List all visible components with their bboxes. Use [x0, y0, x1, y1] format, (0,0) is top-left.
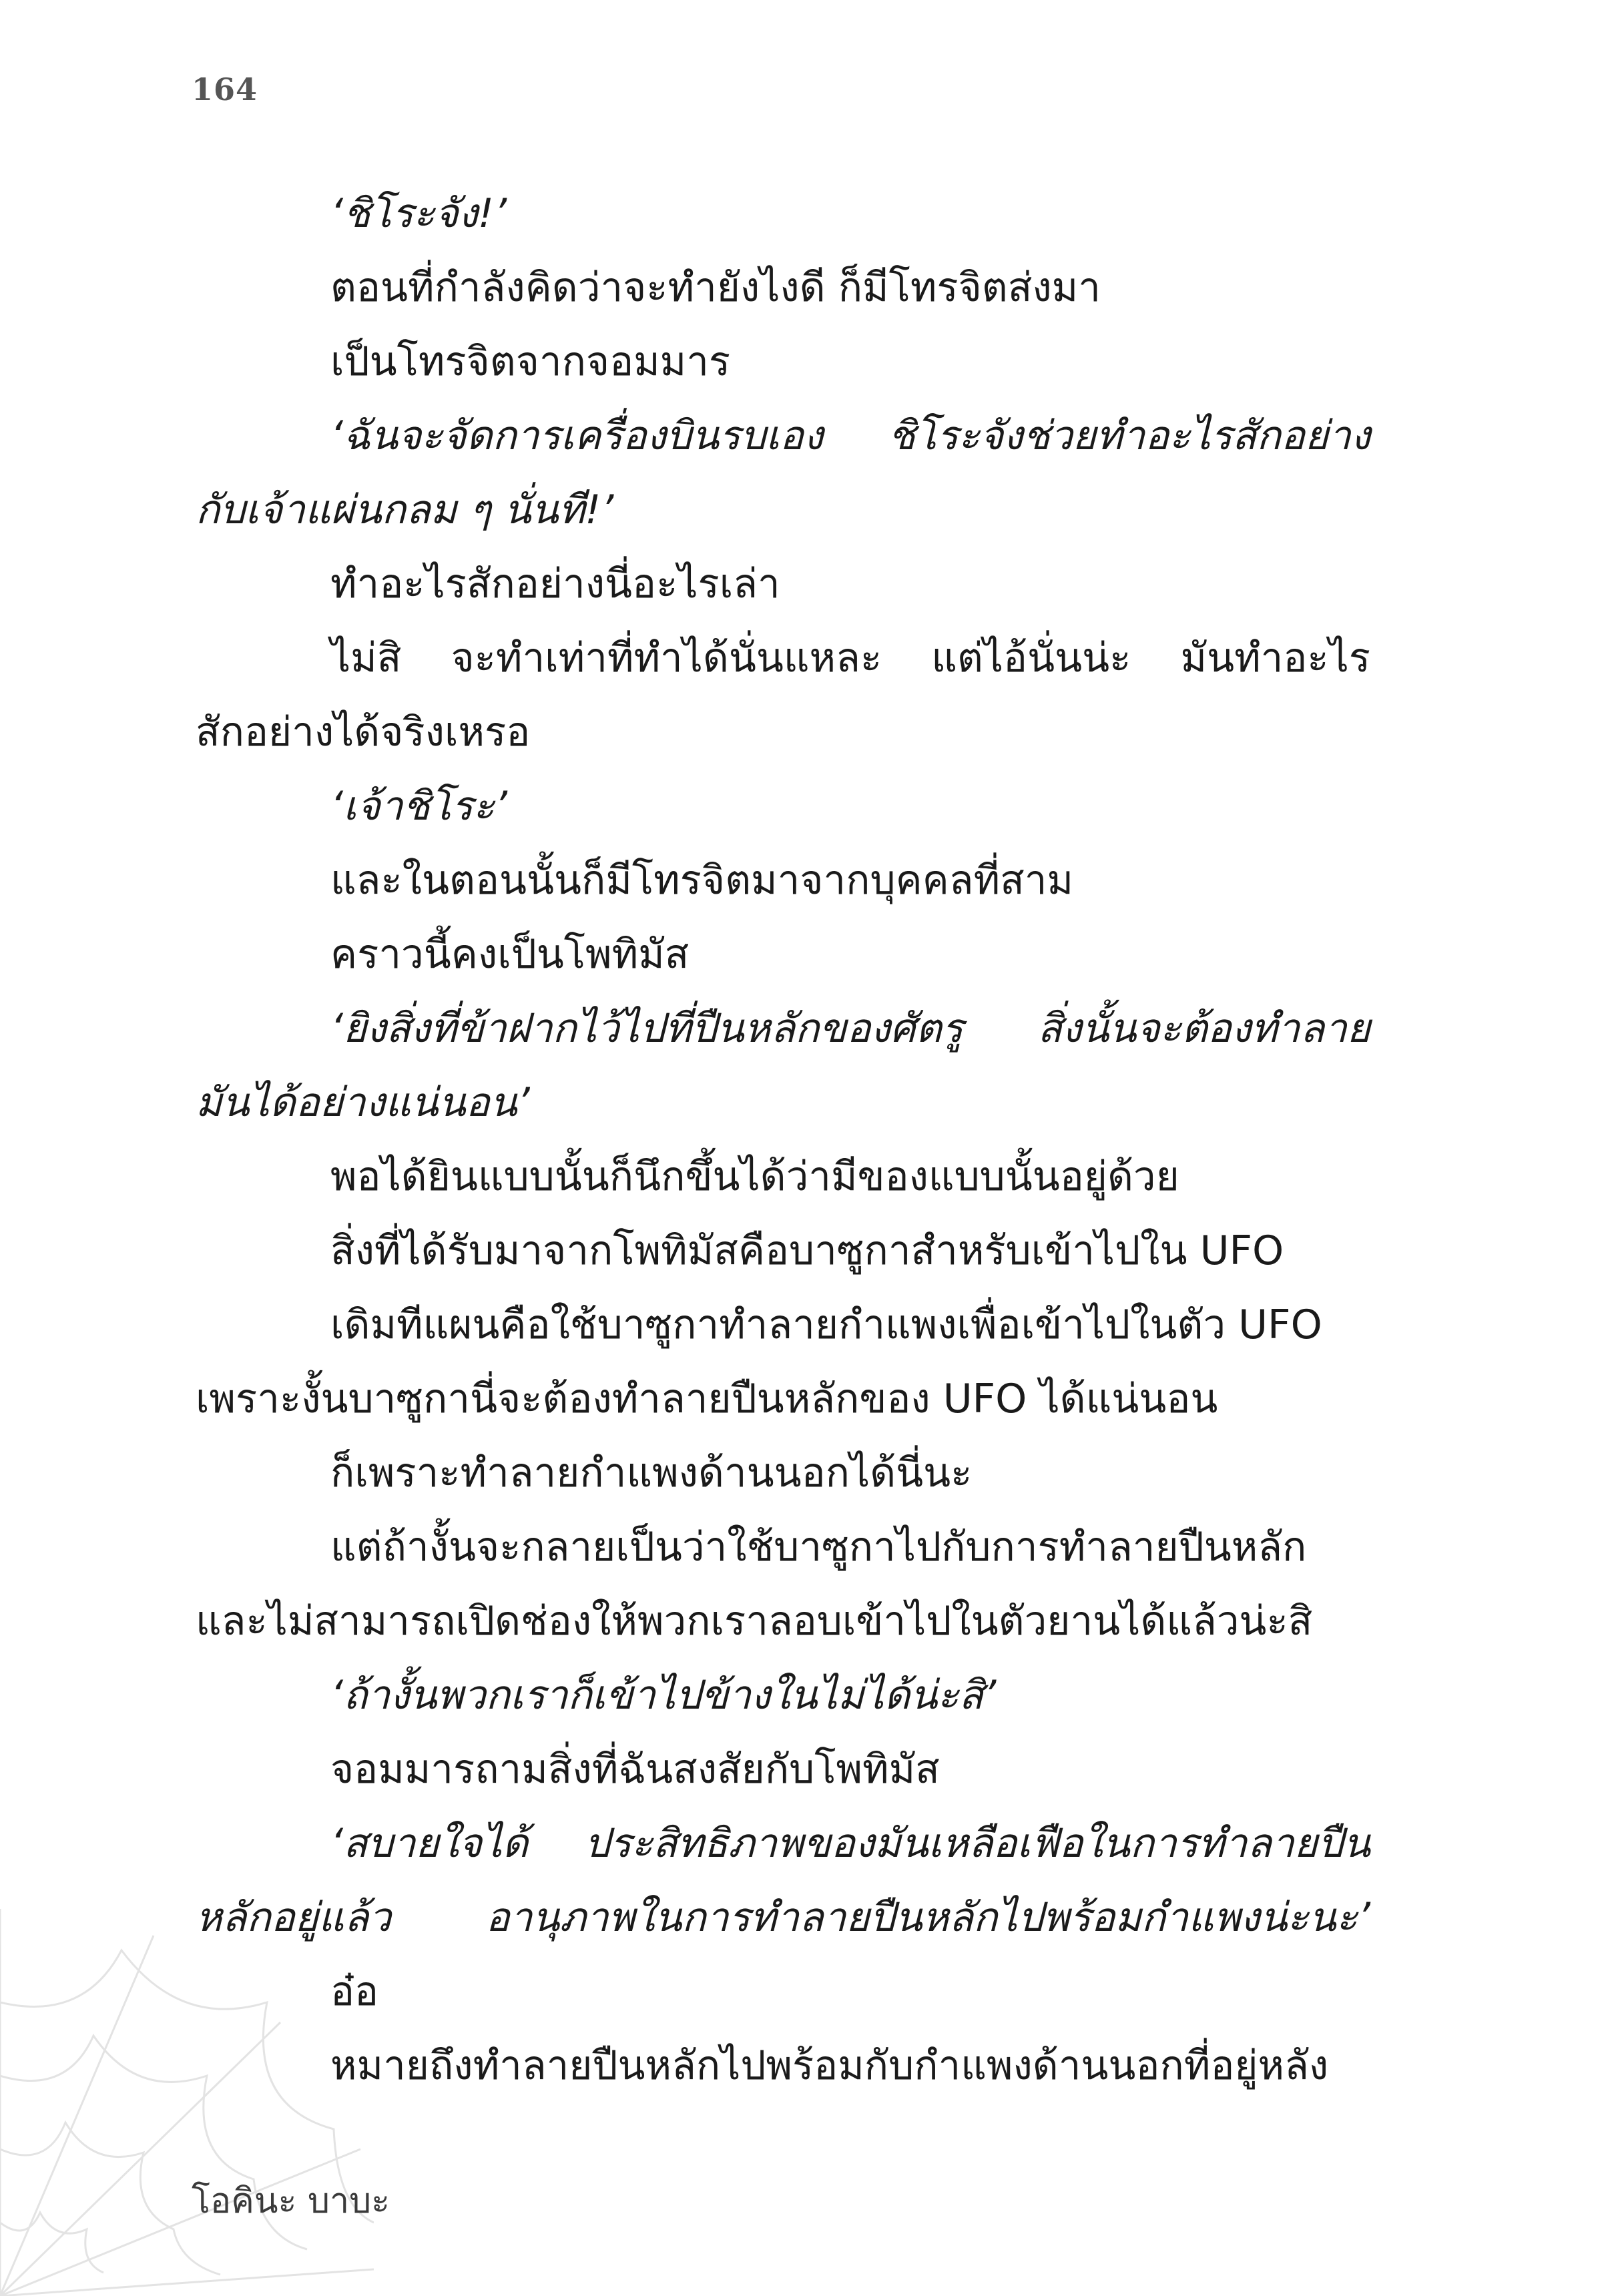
text-line — [196, 621, 1370, 695]
text-line: เพราะงั้นบาซูกานี่จะต้องทำลายปืนหลักของ UFO ได้แน่นอน — [196, 1376, 1218, 1422]
page-number: 164 — [192, 71, 258, 107]
text-line — [196, 399, 1370, 473]
text-segment: ไม่สิ — [330, 635, 402, 681]
text-segment: ‘ฉันจะจัดการเครื่องบินรบเอง — [330, 412, 824, 459]
text-segment: มันทำอะไร — [1180, 635, 1370, 681]
text-line: ตอนที่กำลังคิดว่าจะทำยังไงดี ก็มีโทรจิตส่งมา — [330, 264, 1101, 311]
text-line: สักอย่างได้จริงเหรอ — [196, 709, 531, 756]
text-segment: ชิโระจังช่วยทำอะไรสักอย่าง — [888, 412, 1370, 459]
text-line — [196, 992, 1370, 1066]
text-line: ‘เจ้าชิโระ’ — [330, 783, 507, 830]
spider-web-decoration — [0, 1909, 374, 2296]
text-line: จอมมารถามสิ่งที่ฉันสงสัยกับโพทิมัส — [330, 1746, 940, 1793]
text-segment: ‘ยิงสิ่งที่ข้าฝากไว้ไปที่ปืนหลักของศัตรู — [330, 1005, 963, 1052]
text-line: และในตอนนั้นก็มีโทรจิตมาจากบุคคลที่สาม — [330, 857, 1073, 904]
text-segment: หลักอยู่แล้ว — [196, 1894, 391, 1941]
text-line: ก็เพราะทำลายกำแพงด้านนอกได้นี่นะ — [330, 1450, 973, 1496]
body-text — [196, 177, 1370, 2103]
text-line: ‘ชิโระจัง!’ — [330, 190, 507, 237]
text-line: กับเจ้าแผ่นกลม ๆ นั่นที!’ — [196, 487, 614, 533]
text-line: อ๋อ — [330, 1968, 379, 2015]
text-line: เป็นโทรจิตจากจอมมาร — [330, 338, 731, 385]
text-segment: สิ่งนั้นจะต้องทำลาย — [1037, 1005, 1370, 1052]
text-line: ทำอะไรสักอย่างนี่อะไรเล่า — [330, 561, 780, 607]
text-line: หมายถึงทำลายปืนหลักไปพร้อมกับกำแพงด้านนอกที่อยู่หลัง — [330, 2042, 1329, 2089]
text-line: เดิมทีแผนคือใช้บาซูกาทำลายกำแพงเพื่อเข้าไปในตัว UFO — [330, 1302, 1322, 1348]
text-line: สิ่งที่ได้รับมาจากโพทิมัสคือบาซูกาสำหรับเข้าไปใน UFO — [330, 1227, 1284, 1274]
text-line: แต่ถ้างั้นจะกลายเป็นว่าใช้บาซูกาไปกับการทำลายปืนหลัก — [330, 1524, 1307, 1570]
text-line: และไม่สามารถเปิดช่องให้พวกเราลอบเข้าไปในตัวยานได้แล้วน่ะสิ — [196, 1598, 1313, 1645]
text-segment: จะทำเท่าที่ทำได้นั่นแหละ — [451, 635, 882, 681]
text-segment: ประสิทธิภาพของมันเหลือเฟือในการทำลายปืน — [584, 1820, 1370, 1867]
text-segment: แต่ไอ้นั่นน่ะ — [931, 635, 1131, 681]
text-line: คราวนี้คงเป็นโพทิมัส — [330, 931, 690, 978]
text-line: มันได้อย่างแน่นอน’ — [196, 1079, 530, 1126]
text-segment: อานุภาพในการทำลายปืนหลักไปพร้อมกำแพงน่ะนะ’ — [485, 1894, 1370, 1941]
text-line: ‘ถ้างั้นพวกเราก็เข้าไปข้างในไม่ได้น่ะสิ’ — [330, 1672, 997, 1719]
text-line — [196, 1807, 1370, 1881]
text-segment: ‘สบายใจได้ — [330, 1820, 529, 1867]
footer-author: โอคินะ บาบะ — [192, 2181, 390, 2221]
text-line: พอได้ยินแบบนั้นก็นึกขึ้นได้ว่ามีของแบบนั้นอยู่ด้วย — [330, 1153, 1179, 1200]
